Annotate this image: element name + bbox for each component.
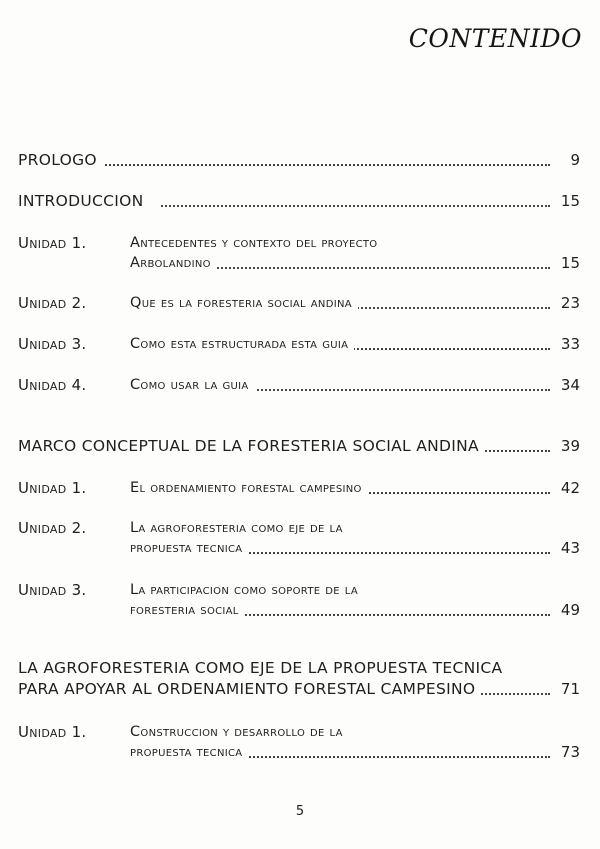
toc-entry-introduccion[interactable] [18,191,580,211]
toc-entry-unit[interactable] [18,518,580,562]
toc-entry-title-cont: foresteria social [130,600,245,620]
toc-page-number: 39 [555,436,580,456]
toc-entry-agroforesteria[interactable] [18,658,580,702]
toc-page-number: 34 [555,375,580,395]
toc-entry-title-cont: propuesta tecnica [130,538,248,558]
toc-page-number: 42 [555,478,580,498]
toc-entry-unit[interactable] [18,233,580,277]
unit-label: Unidad 3. [18,335,87,353]
toc-entry-title: Construccion y desarrollo de la [130,724,343,740]
page-number: 5 [295,804,305,819]
toc-entry-title: LA AGROFORESTERIA COMO EJE DE LA PROPUESTA TECNICA [18,659,503,677]
toc-entry-title: Antecedentes y contexto del proyecto [130,235,378,251]
toc-page-number: 15 [555,191,580,211]
toc-entry-unit[interactable] [18,580,580,624]
toc-entry-prologo[interactable] [18,150,580,170]
toc-page-number: 33 [555,334,580,354]
toc-entry-unit[interactable] [18,722,580,766]
unit-label: Unidad 2. [18,519,87,537]
toc-entry-title: Como esta estructurada esta guia [130,334,354,354]
unit-label: Unidad 1. [18,234,87,252]
toc-page-number: 49 [555,600,580,620]
toc-entry-title: La participacion como soporte de la [130,582,359,598]
toc-entry-title: PROLOGO [18,150,103,170]
unit-label: Unidad 3. [18,581,87,599]
toc-page-number: 43 [555,538,580,558]
toc-entry-title-cont: propuesta tecnica [130,742,248,762]
toc-entry-title-cont: Arbolandino [130,253,217,273]
page-title: CONTENIDO [408,24,582,53]
toc-entry-title-cont: PARA APOYAR AL ORDENAMIENTO FORESTAL CAMPESINO [18,679,481,699]
toc-entry-title: MARCO CONCEPTUAL DE LA FORESTERIA SOCIAL ANDINA [18,436,485,456]
toc-page-number: 73 [555,742,580,762]
unit-label: Unidad 4. [18,376,87,394]
toc-page-number: 9 [564,150,580,170]
unit-label: Unidad 1. [18,479,87,497]
toc-page-number: 71 [555,679,580,699]
toc-page-number: 15 [555,253,580,273]
unit-label: Unidad 2. [18,294,87,312]
toc-entry-title: Que es la foresteria social andina [130,293,358,313]
unit-label: Unidad 1. [18,723,87,741]
toc-entry-title: La agroforesteria como eje de la [130,520,343,536]
toc-entry-marco[interactable] [18,436,580,456]
toc-page-number: 23 [555,293,580,313]
toc-entry-title: El ordenamiento forestal campesino [130,478,368,498]
toc-entry-title: Como usar la guia [130,375,255,395]
toc-entry-title: INTRODUCCION [18,191,160,211]
